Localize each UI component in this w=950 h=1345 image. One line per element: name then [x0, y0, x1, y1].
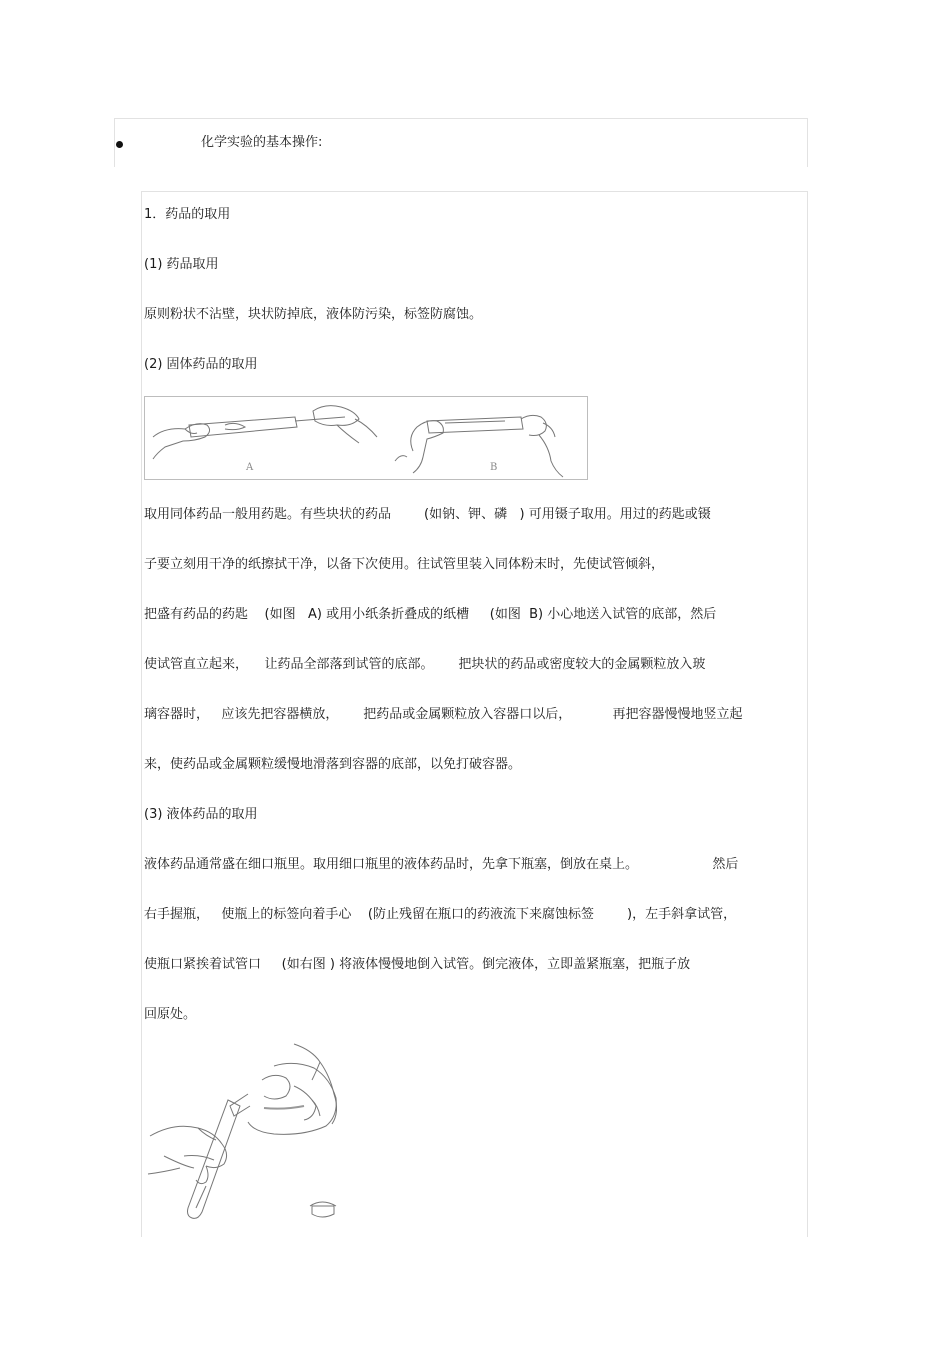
paragraph-title-1: 1．药品的取用 — [144, 207, 231, 222]
paragraph-principle: 原则粉状不沾壁，块状防掉底，液体防污染，标签防腐蚀。 — [144, 307, 483, 322]
paragraph-liquid-line-2: 右手握瓶， 使瓶上的标签向着手心 (防止残留在瓶口的药液流下来腐蚀标签 )，左手斜拿试管， — [144, 907, 737, 922]
figure-label-a: A — [246, 462, 254, 473]
figure-liquid-pouring — [144, 1036, 360, 1226]
paragraph-solid-line-5: 璃容器时， 应该先把容器横放， 把药品或金属颗粒放入容器口以后， 再把容器慢慢地竖立起 — [144, 707, 743, 722]
liquid-pouring-illustration — [144, 1036, 360, 1226]
paragraph-liquid-line-4: 回原处。 — [144, 1007, 197, 1022]
paragraph-liquid-line-3: 使瓶口紧挨着试管口 (如右图 ) 将液体慢慢地倒入试管。倒完液体，立即盖紧瓶塞，把瓶子放 — [144, 957, 691, 972]
paragraph-solid-line-4: 使试管直立起来， 让药品全部落到试管的底部。 把块状的药品或密度较大的金属颗粒放入玻 — [144, 657, 706, 672]
figure-solid-reagent-ab — [144, 396, 588, 480]
paragraph-solid-line-6: 来，使药品或金属颗粒缓慢地滑落到容器的底部，以免打破容器。 — [144, 757, 522, 772]
figure-label-b: B — [490, 462, 498, 473]
paragraph-solid-line-2: 子要立刻用干净的纸擦拭干净，以备下次使用。往试管里装入同体粉末时，先使试管倾斜， — [144, 557, 665, 572]
bullet-icon — [116, 141, 123, 148]
section-heading: 化学实验的基本操作: — [201, 135, 323, 150]
subheading-liquid-reagent: (3) 液体药品的取用 — [144, 807, 258, 822]
paragraph-solid-line-1: 取用同体药品一般用药匙。有些块状的药品 (如钠、钾、磷 ) 可用镊子取用。用过的药匙或镊 — [144, 507, 711, 522]
subheading-reagent-taking: (1) 药品取用 — [144, 257, 219, 272]
solid-reagent-illustration — [145, 397, 589, 481]
paragraph-solid-line-3: 把盛有药品的药匙 (如图 A) 或用小纸条折叠成的纸槽 (如图 B) 小心地送入试管的底部，然后 — [144, 607, 717, 622]
subheading-solid-reagent: (2) 固体药品的取用 — [144, 357, 258, 372]
paragraph-liquid-line-1: 液体药品通常盛在细口瓶里。取用细口瓶里的液体药品时，先拿下瓶塞，倒放在桌上。 然后 — [144, 857, 739, 872]
